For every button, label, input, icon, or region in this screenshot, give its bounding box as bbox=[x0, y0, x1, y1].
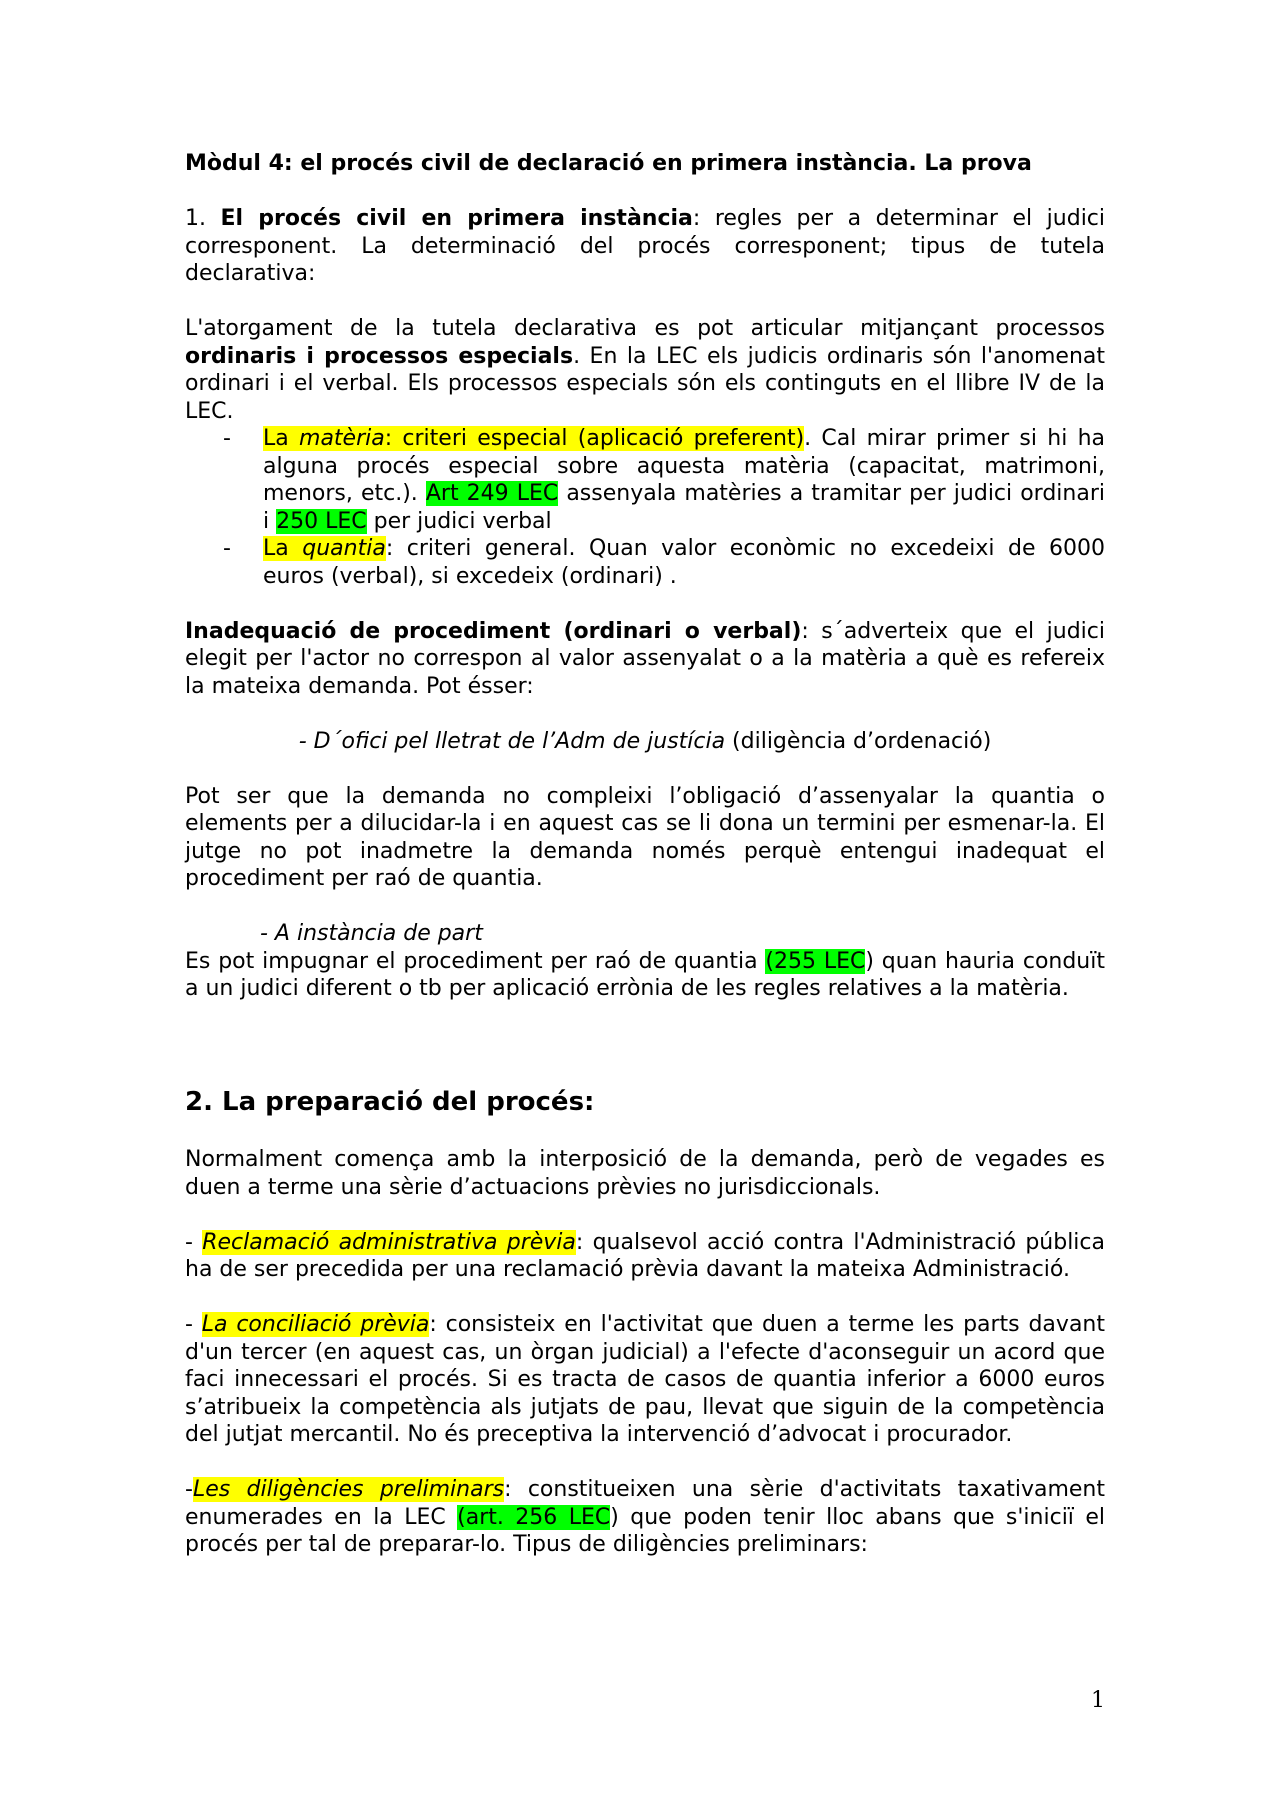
highlight-yellow: La conciliació prèvia bbox=[201, 1312, 430, 1337]
tutela-bold: ordinaris i processos especials bbox=[185, 343, 574, 369]
document-body bbox=[185, 150, 1105, 1559]
section-1-number: 1. bbox=[185, 206, 221, 231]
bullet-dash: - bbox=[223, 536, 231, 561]
page-title: Mòdul 4: el procés civil de declaració en primera instància. La prova bbox=[185, 151, 1032, 176]
reclamacio-paragraph: - Reclamació administrativa prèvia: qualsevol acció contra l'Administració pública ha de ser precedida per una reclamació prèvia davant la mateixa Administració. bbox=[185, 1229, 1105, 1282]
section-1-heading: El procés civil en primera instància bbox=[220, 206, 693, 231]
inadequacio-paragraph: Inadequació de procediment (ordinari o verbal): s´adverteix que el judici elegit per l'actor no correspon al valor assenyalat o a la matèria a què es refereix la mateixa demanda. Pot ésser: bbox=[185, 618, 1106, 699]
page-number: 1 bbox=[1091, 1688, 1105, 1713]
quantia-paragraph: Pot ser que la demanda no compleixi l’obligació d’assenyalar la quantia o elements per a dilucidar-la i en aquest cas se li dona un termini per esmenar-la. El jutge no pot inadmetre la demanda només perquè entengui inadequat el procediment per raó de quantia. bbox=[185, 783, 1105, 891]
highlight-yellow: Reclamació administrativa prèvia bbox=[202, 1229, 576, 1255]
tutela-paragraph bbox=[185, 315, 1105, 425]
impugnar-paragraph: Es pot impugnar el procediment per raó de quantia (255 LEC) quan hauria conduït a un judici diferent o tb per aplicació errònia de les regles relatives a la matèria. bbox=[185, 948, 1105, 1001]
highlight-green-art249: Art 249 LEC bbox=[425, 481, 559, 506]
diligencies-paragraph: -Les diligències preliminars: constitueixen una sèrie d'activitats taxativament enumerades en la LEC (art. 256 LEC) que poden tenir lloc abans que s'iniciï el procés per tal de preparar-lo. Tipus de diligències preliminars: bbox=[185, 1477, 1105, 1557]
highlight-green-250: 250 LEC bbox=[276, 508, 367, 534]
tutela-text-a: L'atorgament de la tutela declarativa es pot articular mitjançant processos bbox=[185, 316, 1105, 341]
conciliacio-paragraph: - La conciliació prèvia: consisteix en l'activitat que duen a terme les parts davant d'un tercer (en aquest cas, un òrgan judicial) a l'efecte d'aconseguir un acord que faci innecessari el procés. Si es tracta de casos de quantia inferior a 6000 euros s’atribueix la competència als jutjats de pau, llevat que siguin de la competència del jutjat mercantil. No és preceptiva la intervenció d’advocat i procurador. bbox=[185, 1312, 1105, 1447]
bullet-materia: - La matèria: criteri especial (aplicació preferent). Cal mirar primer si hi ha alguna procés especial sobre aquesta matèria (capacitat, matrimoni, menors, etc.). Art 249 LEC assenyala matèries a tramitar per judici ordinari i 250 LEC per judici verbal bbox=[185, 425, 1105, 535]
section-2-heading: 2. La preparació del procés: bbox=[185, 1086, 595, 1117]
bullet-quantia: - La quantia: criteri general. Quan valor econòmic no excedeixi de 6000 euros (verbal), si excedeix (ordinari) . bbox=[185, 535, 1105, 590]
bullet-dash: - bbox=[223, 426, 231, 451]
ofici-line: - D´ofici pel lletrat de l’Adm de justícia (diligència d’ordenació) bbox=[298, 728, 992, 754]
highlight-yellow: Les diligències preliminars bbox=[192, 1477, 505, 1502]
instancia-line: - A instància de part bbox=[260, 921, 483, 946]
preparacio-paragraph: Normalment comença amb la interposició de la demanda, però de vegades es duen a terme una sèrie d’actuacions prèvies no jurisdiccionals. bbox=[185, 1147, 1105, 1200]
highlight-yellow: La matèria: criteri especial (aplicació preferent) bbox=[263, 426, 805, 451]
highlight-yellow: La quantia bbox=[263, 536, 386, 561]
section-1-text: : regles per a determinar el judici corresponent. La determinació del procés corresponent; tipus de tutela declarativa: bbox=[185, 206, 1106, 286]
section-1-paragraph bbox=[185, 205, 1105, 288]
highlight-green-255: (255 LEC bbox=[765, 948, 866, 974]
tutela-text-c: . En la LEC els judicis ordinaris són l'anomenat ordinari i el verbal. Els processos especials són els continguts en el llibre IV de la LEC. bbox=[185, 343, 1105, 424]
highlight-green-256: (art. 256 LEC bbox=[457, 1504, 611, 1530]
